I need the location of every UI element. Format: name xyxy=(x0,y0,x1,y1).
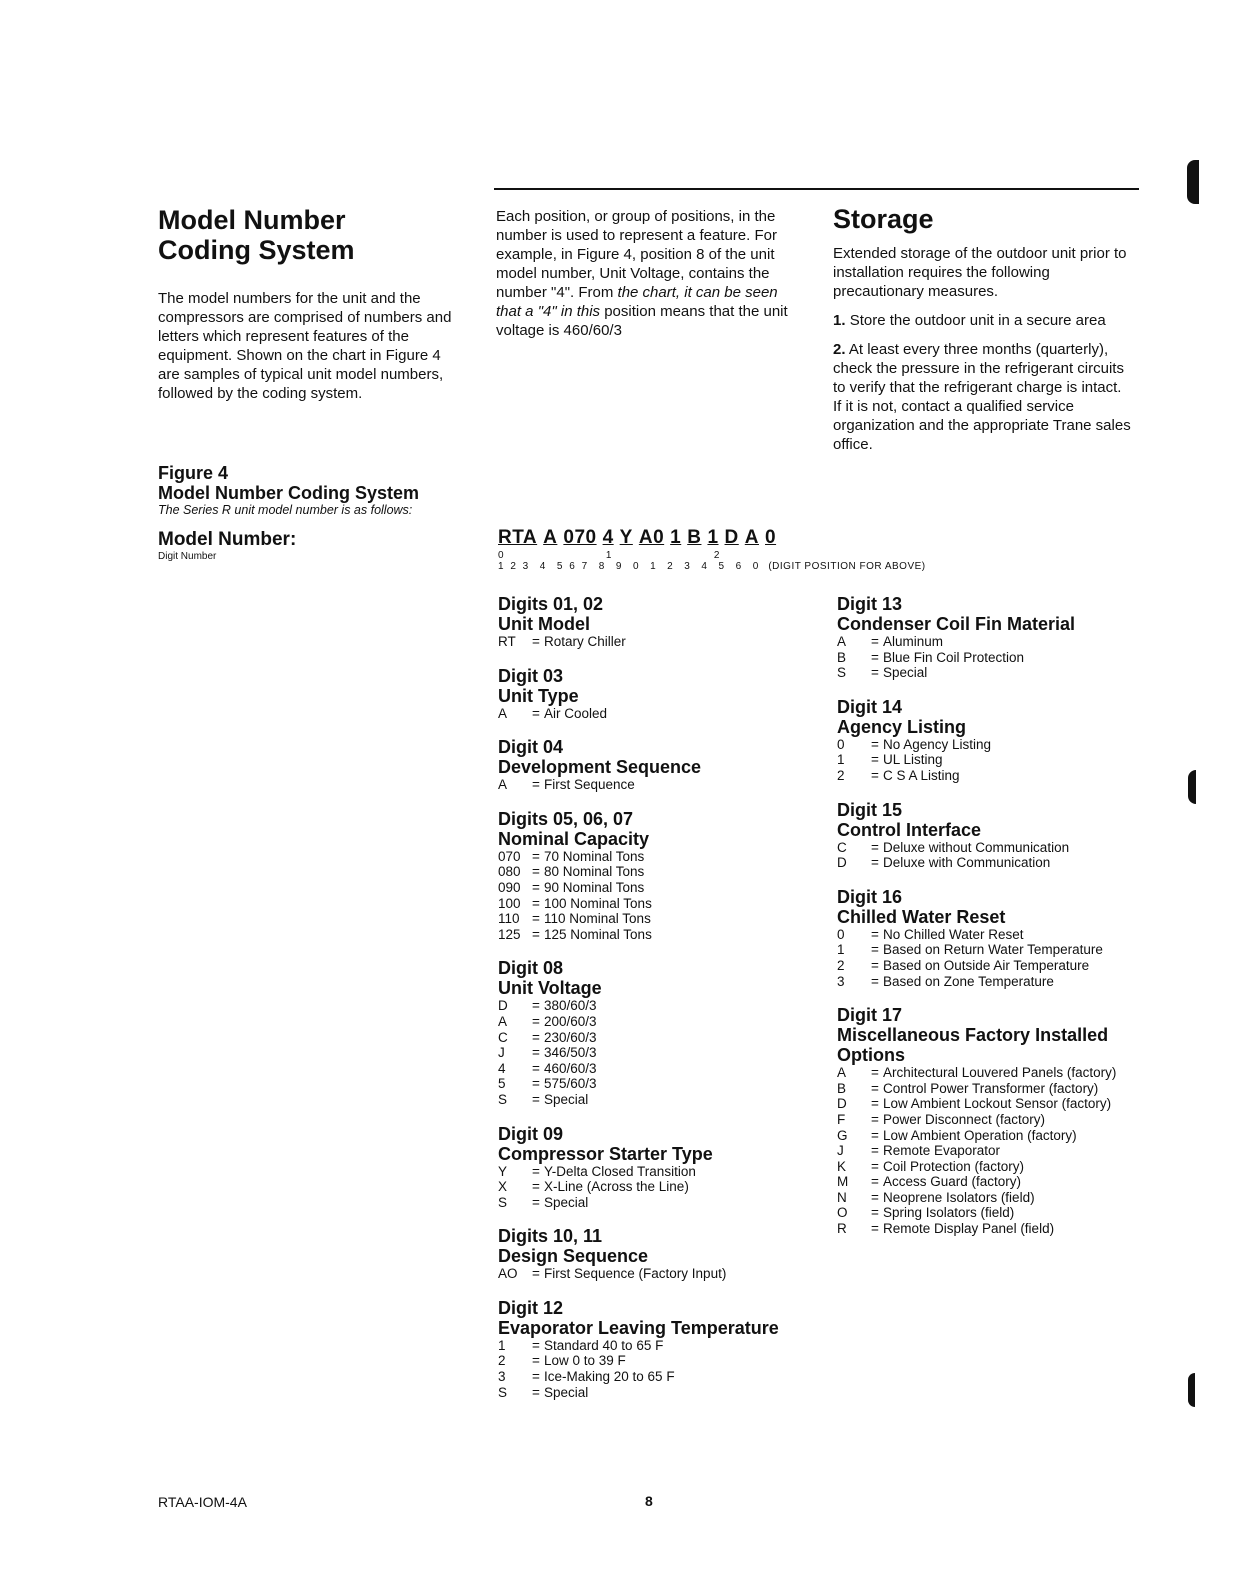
digit-position-note: (DIGIT POSITION FOR ABOVE) xyxy=(768,561,926,572)
digit-section xyxy=(498,1124,818,1211)
option-code: 3 xyxy=(837,973,845,989)
middle-intro xyxy=(496,207,796,340)
option-description: Low 0 to 39 F xyxy=(544,1353,626,1369)
option-code: 090 xyxy=(498,879,521,895)
option-code: B xyxy=(837,649,847,665)
option-row xyxy=(837,1096,1167,1112)
equals-sign: = xyxy=(532,848,540,864)
model-code-part: D xyxy=(724,527,739,548)
equals-sign: = xyxy=(532,864,540,880)
digit-feature-name: Unit Type xyxy=(498,685,579,706)
digit-heading: Digits 01, 02 xyxy=(498,594,604,614)
option-row xyxy=(498,864,818,880)
equals-sign: = xyxy=(532,1266,540,1282)
equals-sign: = xyxy=(532,1194,540,1210)
option-code: Y xyxy=(498,1163,508,1179)
option-row xyxy=(498,1338,818,1354)
digit-heading: Digit 03 xyxy=(498,665,564,686)
option-description: Standard 40 to 65 F xyxy=(544,1337,664,1353)
digit-feature-name: Control Interface xyxy=(837,819,982,840)
option-code: J xyxy=(837,1143,844,1159)
storage-section xyxy=(833,204,1133,454)
option-row xyxy=(837,1128,1167,1144)
option-code: D xyxy=(498,998,508,1014)
intro-paragraph: The model numbers for the unit and the compressors are comprised of numbers and letters which represent features of the equipment. Shown on the chart in Figure 4 are samples of typical unit model numbers, followed by the coding system. xyxy=(158,290,452,402)
digit-feature-name: Unit Voltage xyxy=(498,978,602,999)
option-description: Special xyxy=(883,665,928,681)
model-code-part: 4 xyxy=(602,527,614,548)
option-description: Rotary Chiller xyxy=(544,634,626,649)
option-description: C S A Listing xyxy=(883,767,960,783)
option-code: A xyxy=(837,1065,847,1081)
option-code: N xyxy=(837,1189,847,1205)
item-text: Store the outdoor unit in a secure area xyxy=(849,312,1106,329)
option-code: M xyxy=(837,1174,849,1190)
option-code: S xyxy=(498,1384,508,1400)
option-row xyxy=(837,855,1167,871)
digit-feature-name: Chilled Water Reset xyxy=(837,906,1006,927)
option-code: 1 xyxy=(837,752,845,768)
option-code: 070 xyxy=(498,848,521,864)
left-column xyxy=(158,205,458,403)
option-row xyxy=(837,650,1167,666)
digit-heading: Digits 05, 06, 07 xyxy=(498,808,634,829)
digit-feature-name: Design Sequence xyxy=(498,1246,649,1267)
option-description: 80 Nominal Tons xyxy=(544,864,645,880)
digits-right-column xyxy=(837,594,1167,1253)
option-row xyxy=(498,1014,818,1030)
middle-italic-text: the chart, it can be seen that a "4" in this xyxy=(496,284,778,320)
option-row xyxy=(498,927,818,943)
equals-sign: = xyxy=(871,1189,879,1205)
equals-sign: = xyxy=(532,1060,540,1076)
item-number: 2. xyxy=(833,341,846,358)
option-row xyxy=(498,880,818,896)
equals-sign: = xyxy=(871,1205,879,1221)
margin-tab-mark xyxy=(1188,1373,1195,1407)
option-code: 3 xyxy=(498,1369,506,1385)
digit-heading: Digit 12 xyxy=(498,1297,564,1318)
option-description: 90 Nominal Tons xyxy=(544,879,645,895)
model-code-part: A xyxy=(543,527,558,548)
option-code: R xyxy=(837,1221,847,1237)
digit-section xyxy=(498,737,818,793)
option-row xyxy=(498,1076,818,1092)
equals-sign: = xyxy=(871,942,879,958)
option-description: Ice-Making 20 to 65 F xyxy=(544,1369,675,1385)
option-description: Control Power Transformer (factory) xyxy=(883,1080,1099,1096)
digit-heading: Digit 14 xyxy=(837,696,903,717)
option-code: B xyxy=(837,1080,847,1096)
model-code-part: A xyxy=(744,527,759,548)
option-code: F xyxy=(837,1111,846,1127)
equals-sign: = xyxy=(871,767,879,783)
equals-sign: = xyxy=(871,752,879,768)
option-row xyxy=(498,634,818,650)
option-description: 575/60/3 xyxy=(544,1076,597,1092)
equals-sign: = xyxy=(532,1337,540,1353)
option-description: 125 Nominal Tons xyxy=(544,926,652,942)
option-row xyxy=(498,1164,818,1180)
option-description: No Agency Listing xyxy=(883,736,992,752)
digit-heading: Digit 09 xyxy=(498,1123,564,1144)
digit-feature-name: Compressor Starter Type xyxy=(498,1143,713,1164)
model-code-part: 0 xyxy=(765,527,777,548)
option-row xyxy=(498,1030,818,1046)
option-description: 200/60/3 xyxy=(544,1013,597,1029)
option-description: 100 Nominal Tons xyxy=(544,895,652,911)
option-description: 346/50/3 xyxy=(544,1045,597,1061)
digit-section xyxy=(498,958,818,1107)
option-description: First Sequence xyxy=(544,777,635,793)
option-code: A xyxy=(837,634,847,649)
top-rule xyxy=(494,188,1139,190)
option-description: X-Line (Across the Line) xyxy=(544,1179,689,1195)
model-code-block xyxy=(498,527,1018,572)
option-description: Neoprene Isolators (field) xyxy=(883,1189,1035,1205)
page-title xyxy=(158,205,458,265)
option-code: AO xyxy=(498,1266,518,1282)
digit-feature-name: Condenser Coil Fin Material xyxy=(837,614,1076,634)
margin-tab-mark xyxy=(1188,770,1196,804)
digit-feature-name: Unit Model xyxy=(498,614,590,634)
document-id: RTAA-IOM-4A xyxy=(158,1494,247,1510)
equals-sign: = xyxy=(871,839,879,855)
option-description: Low Ambient Lockout Sensor (factory) xyxy=(883,1096,1112,1112)
equals-sign: = xyxy=(871,736,879,752)
item-text: At least every three months (quarterly), check the pressure in the refrigerant circuits to verify that the refrigerant charge is intact. If it is not, contact a qualified service organization and the appropriate Trane sales office. xyxy=(833,341,1131,453)
option-row xyxy=(498,1045,818,1061)
option-description: Aluminum xyxy=(883,634,944,649)
option-row xyxy=(498,706,818,722)
equals-sign: = xyxy=(532,895,540,911)
digit-heading: Digit 15 xyxy=(837,799,903,820)
option-row xyxy=(498,911,818,927)
option-description: 460/60/3 xyxy=(544,1060,597,1076)
option-row xyxy=(837,1205,1167,1221)
digit-feature-name: Nominal Capacity xyxy=(498,828,650,849)
option-row xyxy=(498,1353,818,1369)
option-code: 2 xyxy=(837,957,845,973)
model-code xyxy=(498,527,1018,549)
option-code: A xyxy=(498,777,508,793)
equals-sign: = xyxy=(532,1029,540,1045)
equals-sign: = xyxy=(532,1091,540,1107)
option-code: 110 xyxy=(498,911,520,927)
equals-sign: = xyxy=(532,879,540,895)
digit-feature-name: Agency Listing xyxy=(837,716,967,737)
option-row xyxy=(837,768,1167,784)
equals-sign: = xyxy=(532,926,540,942)
option-row xyxy=(837,634,1167,650)
figure-title: Model Number Coding System xyxy=(158,483,420,503)
equals-sign: = xyxy=(532,634,540,649)
option-row xyxy=(498,1385,818,1401)
option-description: Based on Return Water Temperature xyxy=(883,942,1103,958)
option-code: 2 xyxy=(837,767,845,783)
digit-heading: Digit 16 xyxy=(837,886,903,907)
equals-sign: = xyxy=(871,1143,879,1159)
option-row xyxy=(837,1143,1167,1159)
middle-text-end: position means that the unit voltage is 460/60/3 xyxy=(496,303,788,339)
digit-number-label: Digit Number xyxy=(158,551,217,562)
digit-section xyxy=(498,666,818,722)
equals-sign: = xyxy=(871,634,879,649)
equals-sign: = xyxy=(532,998,540,1014)
middle-paragraph xyxy=(496,207,796,340)
option-description: 230/60/3 xyxy=(544,1029,597,1045)
option-code: 1 xyxy=(837,942,845,958)
option-row xyxy=(498,1061,818,1077)
option-description: 380/60/3 xyxy=(544,998,597,1014)
option-code: C xyxy=(837,839,847,855)
option-row xyxy=(498,1195,818,1211)
storage-intro: Extended storage of the outdoor unit prior to installation requires the following precautionary measures. xyxy=(833,245,1127,300)
option-description: Blue Fin Coil Protection xyxy=(883,649,1025,665)
digit-section xyxy=(498,809,818,943)
option-description: Remote Display Panel (field) xyxy=(883,1221,1055,1237)
title-line-2: Coding System xyxy=(158,235,355,265)
equals-sign: = xyxy=(871,1158,879,1174)
digit-feature-name: Miscellaneous Factory Installed Options xyxy=(837,1025,1109,1066)
digit-section xyxy=(837,594,1167,681)
equals-sign: = xyxy=(532,1369,540,1385)
option-code: RT xyxy=(498,634,516,649)
option-code: S xyxy=(498,1194,508,1210)
option-row xyxy=(837,1112,1167,1128)
option-code: 0 xyxy=(837,736,845,752)
equals-sign: = xyxy=(532,1163,540,1179)
option-description: Air Cooled xyxy=(544,705,608,721)
storage-item xyxy=(833,340,1133,454)
option-code: A xyxy=(498,705,508,721)
option-description: Y-Delta Closed Transition xyxy=(544,1163,696,1179)
option-code: X xyxy=(498,1179,508,1195)
option-description: Access Guard (factory) xyxy=(883,1174,1022,1190)
digit-heading: Digit 17 xyxy=(837,1005,903,1026)
option-row xyxy=(837,665,1167,681)
digit-section xyxy=(498,1298,818,1400)
equals-sign: = xyxy=(532,1353,540,1369)
equals-sign: = xyxy=(532,1384,540,1400)
option-row xyxy=(837,1065,1167,1081)
option-description: 110 Nominal Tons xyxy=(544,911,651,927)
option-code: 125 xyxy=(498,926,521,942)
digit-section xyxy=(498,1226,818,1282)
model-code-part: 1 xyxy=(670,527,682,548)
option-code: A xyxy=(498,1013,508,1029)
equals-sign: = xyxy=(871,973,879,989)
middle-text: Each position, or group of positions, in the number is used to represent a feature. For example, in Figure 4, position 8 of the unit model number, Unit Voltage, contains the number "4". From xyxy=(496,208,777,301)
option-description: Deluxe without Communication xyxy=(883,839,1070,855)
equals-sign: = xyxy=(871,665,879,681)
option-description: UL Listing xyxy=(883,752,943,768)
option-row xyxy=(837,840,1167,856)
model-code-part: RTA xyxy=(498,527,538,548)
digit-heading: Digits 10, 11 xyxy=(498,1226,603,1247)
digit-section xyxy=(498,594,818,650)
option-code: 1 xyxy=(498,1337,506,1353)
option-row xyxy=(498,849,818,865)
option-code: C xyxy=(498,1029,508,1045)
option-row xyxy=(837,942,1167,958)
option-row xyxy=(837,958,1167,974)
model-number-label-block xyxy=(158,529,296,563)
equals-sign: = xyxy=(871,1111,879,1127)
option-description: Architectural Louvered Panels (factory) xyxy=(883,1065,1117,1081)
option-row xyxy=(837,1081,1167,1097)
equals-sign: = xyxy=(871,1221,879,1237)
option-row xyxy=(498,1092,818,1108)
option-code: 0 xyxy=(837,926,845,942)
equals-sign: = xyxy=(532,705,540,721)
option-row xyxy=(837,1221,1167,1237)
equals-sign: = xyxy=(871,1127,879,1143)
option-row xyxy=(837,974,1167,990)
option-row xyxy=(837,1159,1167,1175)
option-description: Coil Protection (factory) xyxy=(883,1158,1025,1174)
digit-section xyxy=(837,800,1167,871)
option-code: O xyxy=(837,1205,848,1221)
figure-caption: The Series R unit model number is as follows: xyxy=(158,503,413,517)
option-code: J xyxy=(498,1045,505,1061)
option-code: 100 xyxy=(498,895,521,911)
model-code-part: Y xyxy=(619,527,633,548)
model-code-part: 1 xyxy=(707,527,719,548)
model-code-part: B xyxy=(687,527,702,548)
model-code-part: 070 xyxy=(563,527,597,548)
option-row xyxy=(498,1369,818,1385)
option-row xyxy=(837,1174,1167,1190)
option-code: S xyxy=(498,1091,508,1107)
digit-heading: Digit 04 xyxy=(498,737,564,758)
option-code: S xyxy=(837,665,847,681)
title-line-1: Model Number xyxy=(158,205,346,235)
digit-heading: Digit 13 xyxy=(837,594,903,614)
digits-left-column xyxy=(498,594,818,1416)
option-code: G xyxy=(837,1127,848,1143)
option-code: 2 xyxy=(498,1353,506,1369)
equals-sign: = xyxy=(871,1065,879,1081)
equals-sign: = xyxy=(871,1080,879,1096)
equals-sign: = xyxy=(871,1096,879,1112)
option-code: 4 xyxy=(498,1060,506,1076)
option-code: 5 xyxy=(498,1076,506,1092)
option-description: Remote Evaporator xyxy=(883,1143,1001,1159)
equals-sign: = xyxy=(532,1076,540,1092)
equals-sign: = xyxy=(532,911,540,927)
equals-sign: = xyxy=(532,1013,540,1029)
figure-label: Figure 4 xyxy=(158,463,229,483)
digit-section xyxy=(837,1005,1167,1237)
equals-sign: = xyxy=(871,855,879,871)
storage-title: Storage xyxy=(833,204,934,234)
option-description: Special xyxy=(544,1091,589,1107)
equals-sign: = xyxy=(871,1174,879,1190)
option-description: Deluxe with Communication xyxy=(883,855,1051,871)
option-description: Special xyxy=(544,1194,589,1210)
margin-tab-mark xyxy=(1187,160,1199,204)
equals-sign: = xyxy=(871,926,879,942)
option-description: 70 Nominal Tons xyxy=(544,848,645,864)
page-number: 8 xyxy=(645,1493,653,1509)
option-code: 080 xyxy=(498,864,521,880)
option-code: K xyxy=(837,1158,847,1174)
model-code-part: A0 xyxy=(638,527,665,548)
option-description: Low Ambient Operation (factory) xyxy=(883,1127,1077,1143)
option-row xyxy=(837,1190,1167,1206)
storage-item xyxy=(833,311,1133,330)
digit-units-row: 1 2 3 4 5 6 7 8 9 0 1 2 3 4 5 6 0 xyxy=(498,561,761,572)
option-description: First Sequence (Factory Input) xyxy=(544,1266,727,1282)
option-row xyxy=(498,1179,818,1195)
digit-feature-name: Evaporator Leaving Temperature xyxy=(498,1317,779,1338)
option-row xyxy=(837,927,1167,943)
digit-heading: Digit 08 xyxy=(498,958,564,979)
option-row xyxy=(498,998,818,1014)
digit-section xyxy=(837,887,1167,989)
option-row xyxy=(837,752,1167,768)
digit-feature-name: Development Sequence xyxy=(498,757,702,778)
option-code: D xyxy=(837,1096,847,1112)
option-row xyxy=(498,896,818,912)
figure-heading xyxy=(158,463,498,518)
equals-sign: = xyxy=(532,1179,540,1195)
option-description: Based on Zone Temperature xyxy=(883,973,1054,989)
equals-sign: = xyxy=(532,777,540,793)
option-description: Power Disconnect (factory) xyxy=(883,1111,1046,1127)
item-number: 1. xyxy=(833,312,846,329)
digit-section xyxy=(837,697,1167,784)
digit-tens-row: 0 1 2 xyxy=(498,550,722,561)
equals-sign: = xyxy=(871,649,879,665)
option-code: D xyxy=(837,855,847,871)
equals-sign: = xyxy=(532,1045,540,1061)
option-row xyxy=(498,777,818,793)
model-number-label: Model Number: xyxy=(158,529,297,550)
option-description: Based on Outside Air Temperature xyxy=(883,957,1090,973)
equals-sign: = xyxy=(871,957,879,973)
option-row xyxy=(498,1266,818,1282)
option-row xyxy=(837,737,1167,753)
option-description: No Chilled Water Reset xyxy=(883,926,1024,942)
option-description: Spring Isolators (field) xyxy=(883,1205,1015,1221)
option-description: Special xyxy=(544,1384,589,1400)
